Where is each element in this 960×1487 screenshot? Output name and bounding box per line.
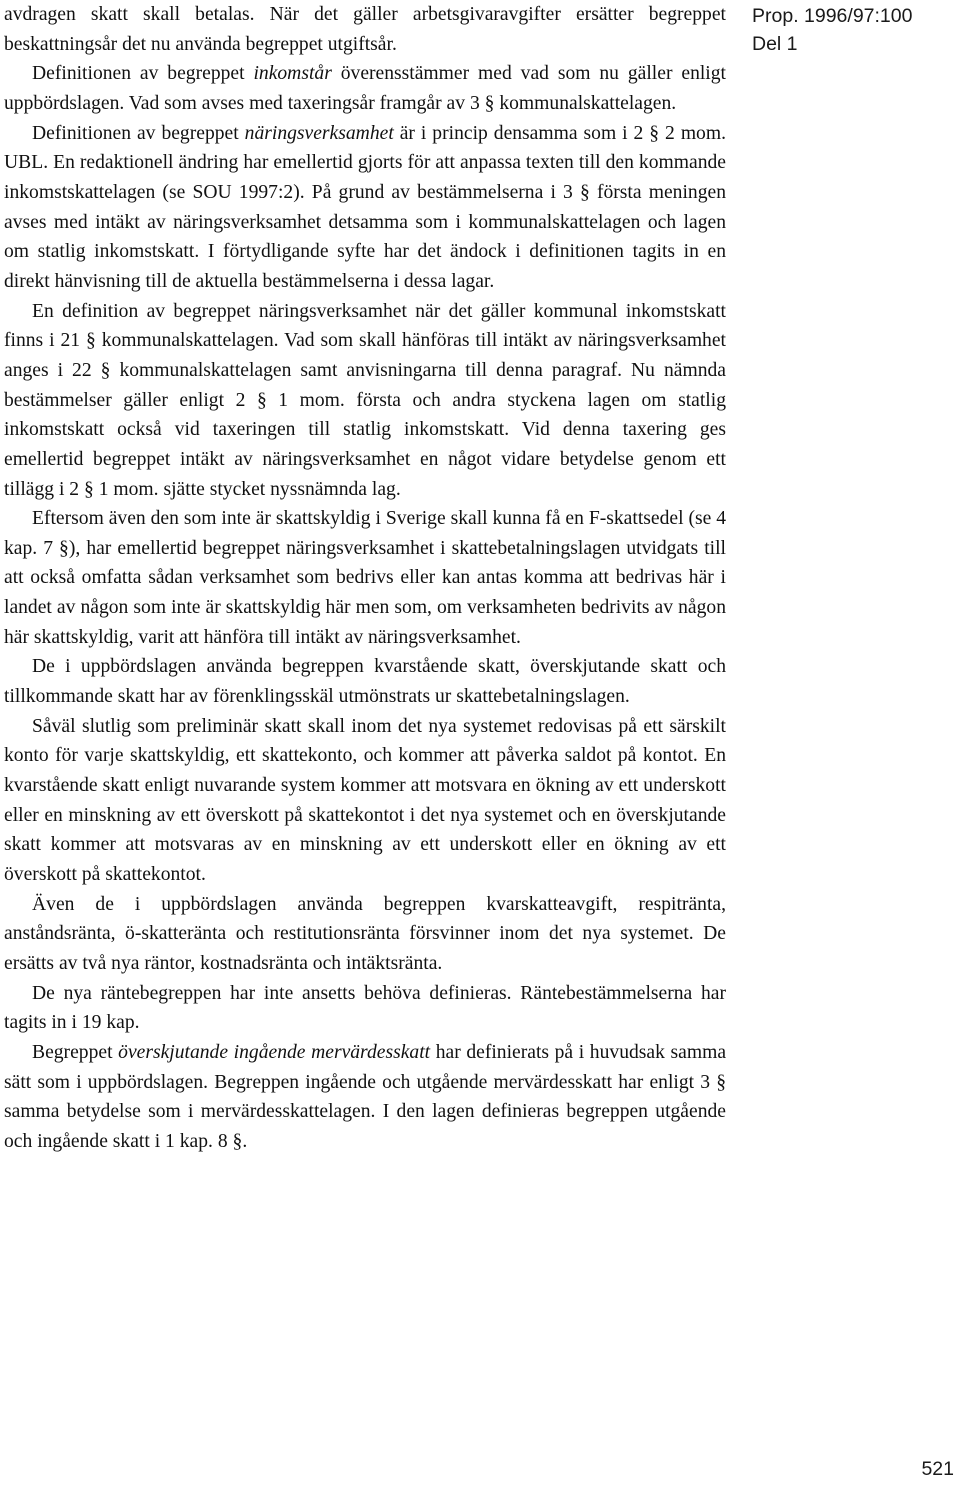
italic-term: inkomstår — [253, 63, 332, 85]
paragraph — [4, 0, 726, 59]
text-run: Såväl slutlig som preliminär skatt skall inom det nya systemet redovisas på ett särskilt konto för varje skattskyldig, ett skattekonto, och kommer att påverka saldot på kontot. En kvarstående skatt enligt nuvarande system kommer att motsvara en ökning av ett underskott eller en minskning av ett överskott på skattekontot i det nya systemet och en överskjutande skatt kommer att motsvaras av en minskning av ett underskott eller en ökning av ett överskott på skattekontot. — [4, 715, 726, 886]
text-run: Begreppet — [32, 1041, 119, 1063]
italic-term: näringsverksamhet — [244, 122, 394, 144]
text-run: har definierats på i huvudsak samma sätt som i uppbördslagen. Begreppen ingående och utgående mervärdesskatt har enligt 3 § samma betydelse som i mervärdesskattelagen. I den lagen definieras begreppen utgående och ingående skatt i 1 kap. 8 §. — [4, 1041, 727, 1152]
paragraph — [4, 652, 726, 711]
paragraph — [4, 59, 726, 118]
document-body — [4, 0, 726, 1157]
paragraph — [4, 712, 726, 890]
page-number: 521 — [921, 1458, 954, 1480]
paragraph — [4, 890, 726, 979]
text-run: De nya räntebegreppen har inte ansetts behöva definieras. Räntebestämmelserna har tagits in i 19 kap. — [4, 982, 726, 1034]
text-run: En definition av begreppet näringsverksamhet när det gäller kommunal inkomstskatt finns i 21 § kommunalskattelagen. Vad som skall hänföras till intäkt av näringsverksamhet anges i 22 § kommunalskattelagen samt anvisningarna till denna paragraf. Nu nämnda bestämmelser gäller enligt 2 § 1 mom. första och andra styckena lagen om statlig inkomstskatt också vid taxeringen till statlig inkomstskatt. Vid denna taxering ges emellertid begreppet intäkt av näringsverksamhet en något vidare betydelse genom ett tillägg i 2 § 1 mom. sjätte stycket nyssnämnda lag. — [4, 300, 726, 500]
text-run: Definitionen av begreppet — [32, 63, 254, 85]
text-run: avdragen skatt skall betalas. När det gäller arbetsgivaravgifter ersätter begreppet beskattningsår det nu använda begreppet utgiftsår. — [4, 4, 726, 55]
italic-term: överskjutande ingående mervärdesskatt — [118, 1041, 431, 1063]
paragraph — [4, 504, 726, 652]
text-run: överensstämmer med vad som nu gäller enligt uppbördslagen. Vad som avses med taxeringsår framgår av 3 § kommunalskattelagen. — [4, 63, 726, 114]
document-part: Del 1 — [752, 33, 798, 55]
text-run: De i uppbördslagen använda begreppen kvarstående skatt, överskjutande skatt och tillkommande skatt har av förenklingsskäl utmönstrats ur skattebetalningslagen. — [4, 656, 726, 708]
margin-header — [752, 2, 912, 58]
proposition-reference: Prop. 1996/97:100 — [752, 5, 913, 27]
text-run: Eftersom även den som inte är skattskyldig i Sverige skall kunna få en F-skattsedel (se 4 kap. 7 §), har emellertid begreppet näringsverksamhet i skattebetalningslagen utvidgats till att också omfatta sådan verksamhet som bedrivs eller kan antas komma att bedrivas här i landet av någon som inte är skattskyldig här men som, om verksamheten bedrivits av någon här skattskyldig, varit att hänföra till intäkt av näringsverksamhet. — [4, 508, 726, 648]
text-run: Även de i uppbördslagen använda begreppen kvarskatteavgift, respitränta, anståndsränta, ö-skatteränta och restitutionsränta försvinner inom det nya systemet. De ersätts av två nya räntor, kostnadsränta och intäktsränta. — [4, 893, 726, 974]
paragraph — [4, 979, 726, 1038]
paragraph — [4, 119, 726, 297]
paragraph — [4, 1038, 726, 1157]
text-run: är i princip densamma som i 2 § 2 mom. UBL. En redaktionell ändring har emellertid gjorts för att anpassa texten till den kommande inkomstskattelagen (se SOU 1997:2). På grund av bestämmelserna i 3 § första meningen avses med intäkt av näringsverksamhet detsamma som i kommunalskattelagen och lagen om statlig inkomstskatt. I förtydligande syfte har det ändock i definitionen tagits in en direkt hänvisning till de aktuella bestämmelserna i dessa lagar. — [4, 122, 726, 292]
paragraph — [4, 297, 726, 505]
text-run: Definitionen av begreppet — [32, 122, 245, 144]
